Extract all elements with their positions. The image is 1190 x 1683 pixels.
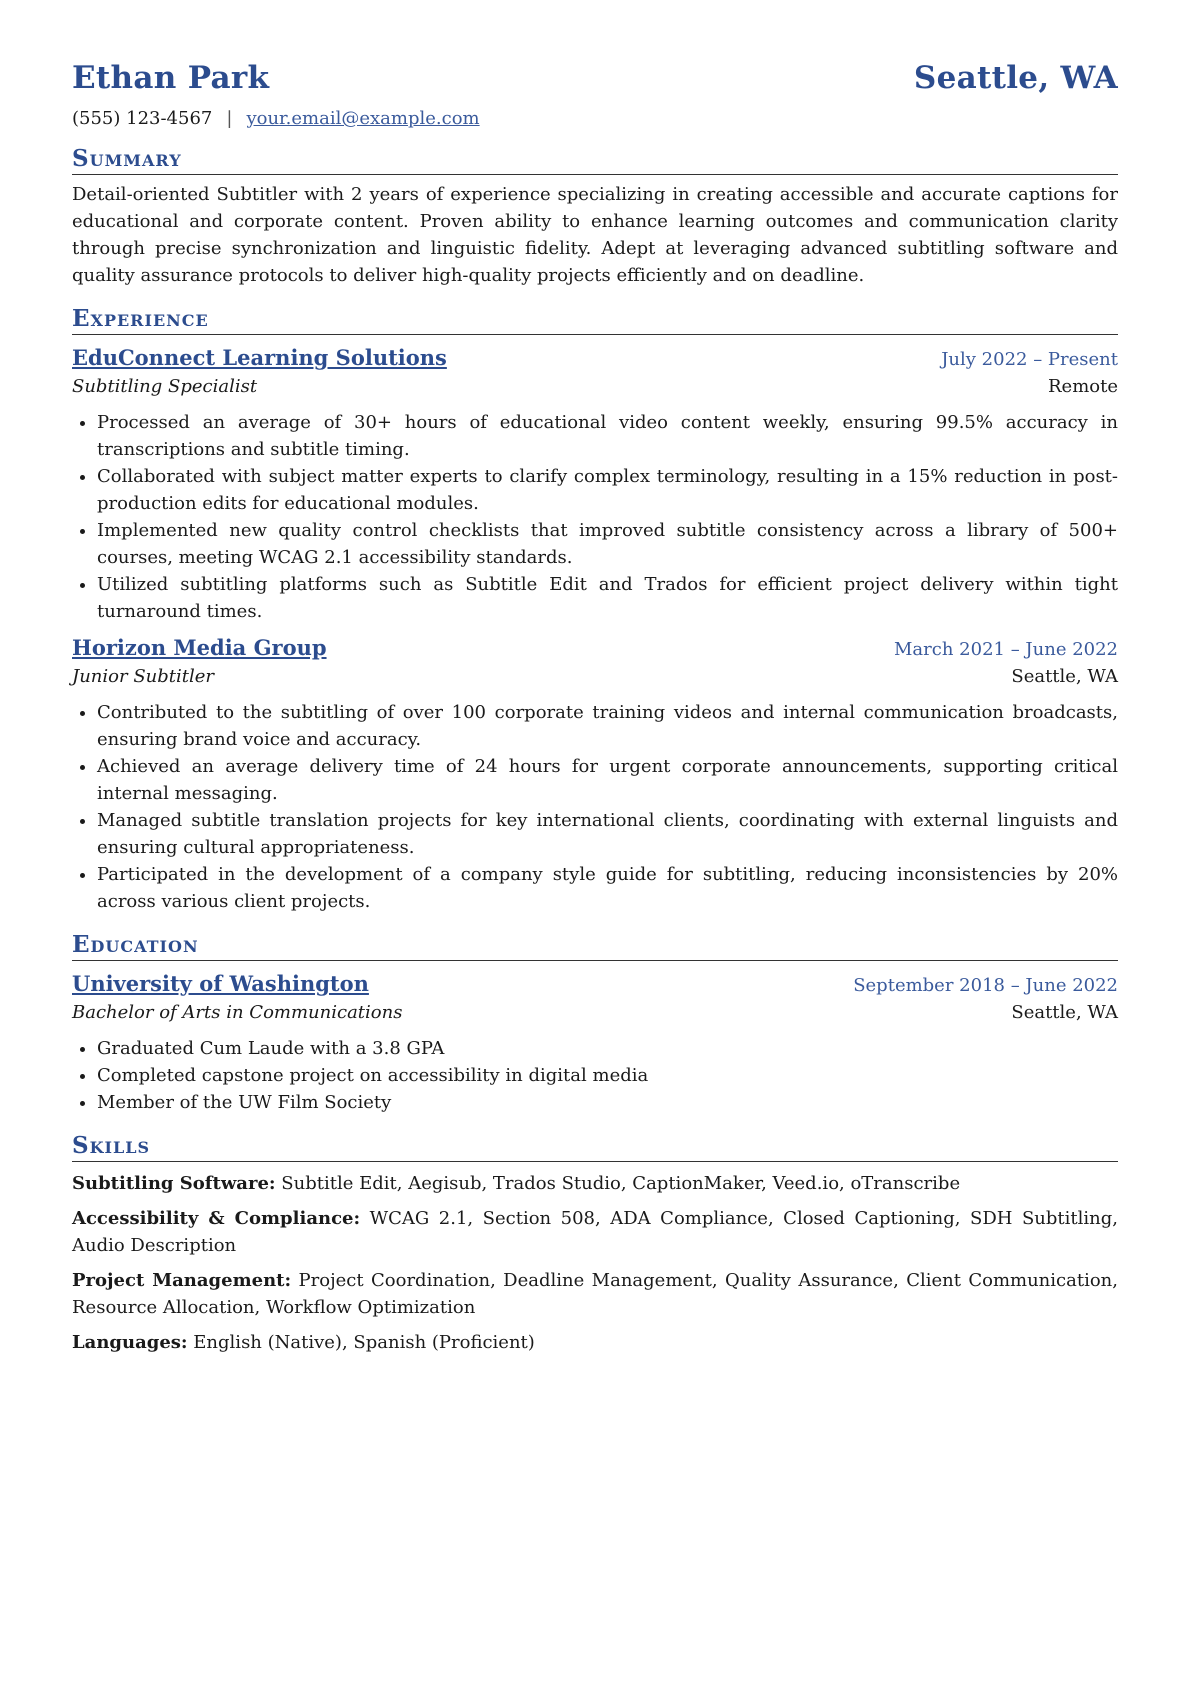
- experience-bullet: • Achieved an average delivery time of 24 hours for urgent corporate announcements, supporting critical internal messaging.: [97, 753, 1118, 807]
- education-header-row: [72, 969, 1118, 999]
- job-location: Seattle, WA: [1011, 666, 1118, 687]
- contact-separator: |: [226, 108, 233, 129]
- experience-bullet: • Contributed to the subtitling of over 100 corporate training videos and internal communication broadcasts, ensuring brand voice and accuracy.: [97, 699, 1118, 753]
- education-dates: September 2018 – June 2022: [853, 975, 1118, 996]
- school-name[interactable]: University of Washington: [72, 971, 369, 996]
- skill-line: [72, 1170, 1118, 1197]
- section-title-summary: Summary: [72, 145, 1118, 175]
- employer-name[interactable]: Horizon Media Group: [72, 635, 327, 660]
- experience-bullet: • Processed an average of 30+ hours of educational video content weekly, ensuring 99.5% accuracy in transcriptions and subtitle timing.: [97, 409, 1118, 463]
- employment-dates: March 2021 – June 2022: [894, 639, 1118, 660]
- education-bullet: • Member of the UW Film Society: [97, 1089, 1118, 1116]
- candidate-location: Seattle, WA: [913, 60, 1118, 96]
- employment-dates: July 2022 – Present: [941, 349, 1118, 370]
- skill-label: Accessibility & Compliance:: [72, 1208, 361, 1229]
- experience-entry: [72, 633, 1118, 915]
- section-title-skills: Skills: [72, 1132, 1118, 1162]
- education-bullet: • Graduated Cum Laude with a 3.8 GPA: [97, 1035, 1118, 1062]
- candidate-name: Ethan Park: [72, 60, 270, 96]
- experience-header-row: [72, 633, 1118, 663]
- experience-subheader-row: [72, 373, 1118, 401]
- experience-bullet: • Participated in the development of a company style guide for subtitling, reducing inconsistencies by 20% across various client projects.: [97, 861, 1118, 915]
- experience-bullet: • Utilized subtitling platforms such as Subtitle Edit and Trados for efficient project delivery within tight turnaround times.: [97, 571, 1118, 625]
- skill-value: Subtitle Edit, Aegisub, Trados Studio, CaptionMaker, Veed.io, oTranscribe: [281, 1173, 961, 1194]
- phone-number: (555) 123-4567: [72, 108, 213, 129]
- skill-line: [72, 1205, 1118, 1259]
- skill-line: [72, 1267, 1118, 1321]
- skill-line: [72, 1329, 1118, 1356]
- experience-entry: [72, 343, 1118, 625]
- degree-title: Bachelor of Arts in Communications: [72, 1002, 403, 1023]
- job-location: Remote: [1048, 376, 1118, 397]
- skill-value: English (Native), Spanish (Proficient): [193, 1332, 535, 1353]
- experience-bullet: • Managed subtitle translation projects for key international clients, coordinating with external linguists and ensuring cultural appropriateness.: [97, 807, 1118, 861]
- summary-text: Detail-oriented Subtitler with 2 years of experience specializing in creating accessible and accurate captions for educational and corporate content. Proven ability to enhance learning outcomes and communication clarity through precise synchronization and linguistic fidelity. Adept at leveraging advanced subtitling software and quality assurance protocols to deliver high-quality projects efficiently and on deadline.: [72, 184, 1118, 286]
- experience-bullet: • Collaborated with subject matter experts to clarify complex terminology, resulting in a 15% reduction in post-production edits for educational modules.: [97, 463, 1118, 517]
- experience-bullet: • Implemented new quality control checklists that improved subtitle consistency across a library of 500+ courses, meeting WCAG 2.1 accessibility standards.: [97, 517, 1118, 571]
- section-title-experience: Experience: [72, 305, 1118, 335]
- education-subheader-row: [72, 999, 1118, 1027]
- job-title: Junior Subtitler: [72, 666, 215, 687]
- resume-header: [72, 60, 1118, 96]
- job-title: Subtitling Specialist: [72, 376, 258, 397]
- skill-value: WCAG 2.1, Section 508, ADA Compliance, Closed Captioning, SDH Subtitling, Audio Description: [72, 1208, 1118, 1256]
- email-link[interactable]: your.email@example.com: [246, 108, 480, 129]
- skill-label: Languages:: [72, 1332, 188, 1353]
- skill-label: Subtitling Software:: [72, 1173, 276, 1194]
- experience-bullets: [72, 409, 1118, 625]
- education-entry: [72, 969, 1118, 1116]
- resume-content: [72, 60, 1118, 1356]
- employer-name[interactable]: EduConnect Learning Solutions: [72, 345, 447, 370]
- education-location: Seattle, WA: [1011, 1002, 1118, 1023]
- skill-value: Project Coordination, Deadline Management, Quality Assurance, Client Communication, Resource Allocation, Workflow Optimization: [72, 1270, 1118, 1318]
- experience-subheader-row: [72, 663, 1118, 691]
- skill-label: Project Management:: [72, 1270, 292, 1291]
- section-title-education: Education: [72, 931, 1118, 961]
- contact-line: [72, 108, 1118, 129]
- education-bullet: • Completed capstone project on accessibility in digital media: [97, 1062, 1118, 1089]
- experience-bullets: [72, 699, 1118, 915]
- education-bullets: [72, 1035, 1118, 1116]
- experience-header-row: [72, 343, 1118, 373]
